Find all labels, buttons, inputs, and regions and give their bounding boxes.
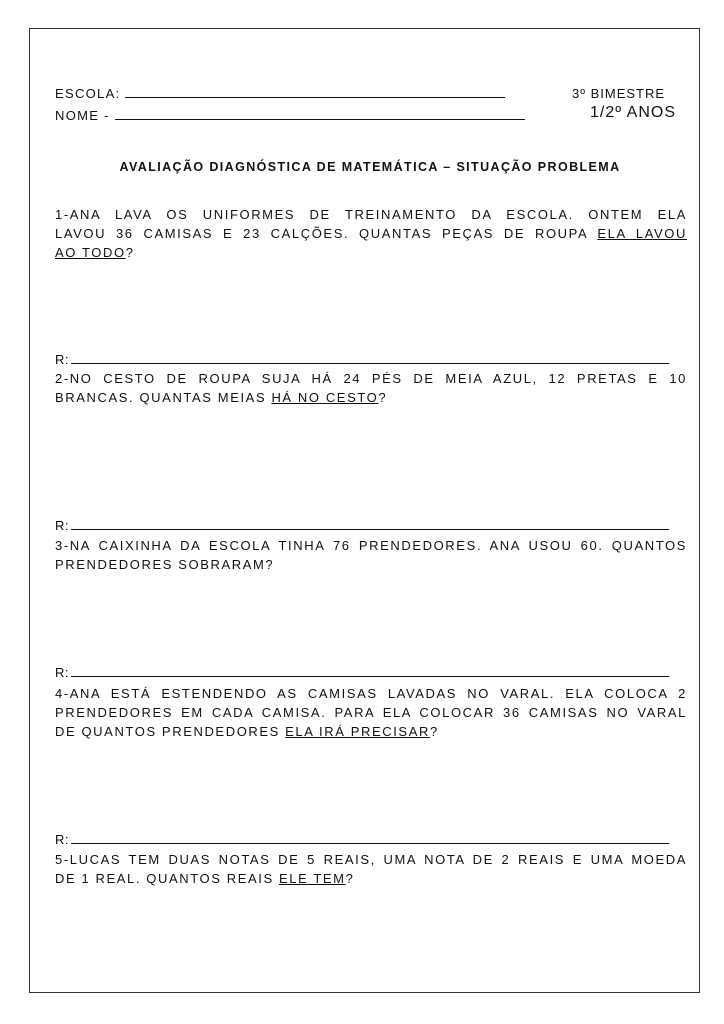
question-3-line-1: 3-NA CAIXINHA DA ESCOLA TINHA 76 PRENDEDORES. ANA USOU 60. QUANTOS xyxy=(55,538,687,553)
question-5-text: DE 1 REAL. QUANTOS REAIS xyxy=(55,871,279,886)
question-2-text: BRANCAS. QUANTAS MEIAS xyxy=(55,390,272,405)
answer-3-line[interactable] xyxy=(71,666,669,677)
answer-label: R: xyxy=(55,832,69,847)
question-4-underlined: ELA IRÁ PRECISAR xyxy=(285,724,430,739)
question-5-line-1: 5-LUCAS TEM DUAS NOTAS DE 5 REAIS, UMA NOTA DE 2 REAIS E UMA MOEDA xyxy=(55,852,687,867)
page-title: AVALIAÇÃO DIAGNÓSTICA DE MATEMÁTICA – SITUAÇÃO PROBLEMA xyxy=(119,160,621,174)
school-field[interactable] xyxy=(55,86,505,101)
name-field[interactable] xyxy=(55,108,525,123)
question-1-line-1: 1-ANA LAVA OS UNIFORMES DE TREINAMENTO DA ESCOLA. ONTEM ELA xyxy=(55,207,687,222)
school-label: ESCOLA: xyxy=(55,86,121,101)
question-2-end: ? xyxy=(378,390,388,405)
question-4 xyxy=(55,684,687,741)
question-5-line-2 xyxy=(55,869,687,888)
question-1-line-3 xyxy=(55,243,687,262)
answer-1-line[interactable] xyxy=(71,353,669,364)
name-label: NOME - xyxy=(55,108,110,123)
question-5 xyxy=(55,850,687,888)
answer-label: R: xyxy=(55,518,69,533)
question-4-end: ? xyxy=(429,724,439,739)
answer-3[interactable] xyxy=(55,665,669,680)
question-2-line-1: 2-NO CESTO DE ROUPA SUJA HÁ 24 PÉS DE MEIA AZUL, 12 PRETAS E 10 xyxy=(55,371,687,386)
question-4-line-3 xyxy=(55,722,687,741)
question-1 xyxy=(55,205,687,262)
question-1-end: ? xyxy=(125,245,135,260)
question-5-underlined: ELE TEM xyxy=(278,871,346,886)
question-4-line-2: PRENDEDORES EM CADA CAMISA. PARA ELA COLOCAR 36 CAMISAS NO VARAL xyxy=(55,705,687,720)
question-3-line-2: PRENDEDORES SOBRARAM? xyxy=(55,557,275,572)
answer-label: R: xyxy=(55,665,69,680)
question-2-underlined: HÁ NO CESTO xyxy=(271,390,379,405)
answer-1[interactable] xyxy=(55,352,669,367)
grade-label: 1/2º ANOS xyxy=(590,104,676,121)
answer-2[interactable] xyxy=(55,518,669,533)
question-2 xyxy=(55,369,687,407)
question-3 xyxy=(55,536,687,574)
question-4-line-1: 4-ANA ESTÁ ESTENDENDO AS CAMISAS LAVADAS NO VARAL. ELA COLOCA 2 xyxy=(55,686,687,701)
question-5-end: ? xyxy=(345,871,355,886)
question-1-line-2 xyxy=(55,224,687,243)
answer-4-line[interactable] xyxy=(71,833,669,844)
answer-label: R: xyxy=(55,352,69,367)
question-4-text: DE QUANTOS PRENDEDORES xyxy=(55,724,286,739)
question-1-text: LAVOU 36 CAMISAS E 23 CALÇÕES. QUANTAS PEÇAS DE ROUPA xyxy=(55,226,598,241)
question-2-line-2 xyxy=(55,388,687,407)
school-blank-line[interactable] xyxy=(125,87,505,98)
answer-2-line[interactable] xyxy=(71,519,669,530)
term-label: 3º BIMESTRE xyxy=(572,86,666,101)
name-blank-line[interactable] xyxy=(115,109,525,120)
question-1-underlined: ELA LAVOU xyxy=(597,226,687,241)
answer-4[interactable] xyxy=(55,832,669,847)
question-1-underlined-2: AO TODO xyxy=(55,245,126,260)
